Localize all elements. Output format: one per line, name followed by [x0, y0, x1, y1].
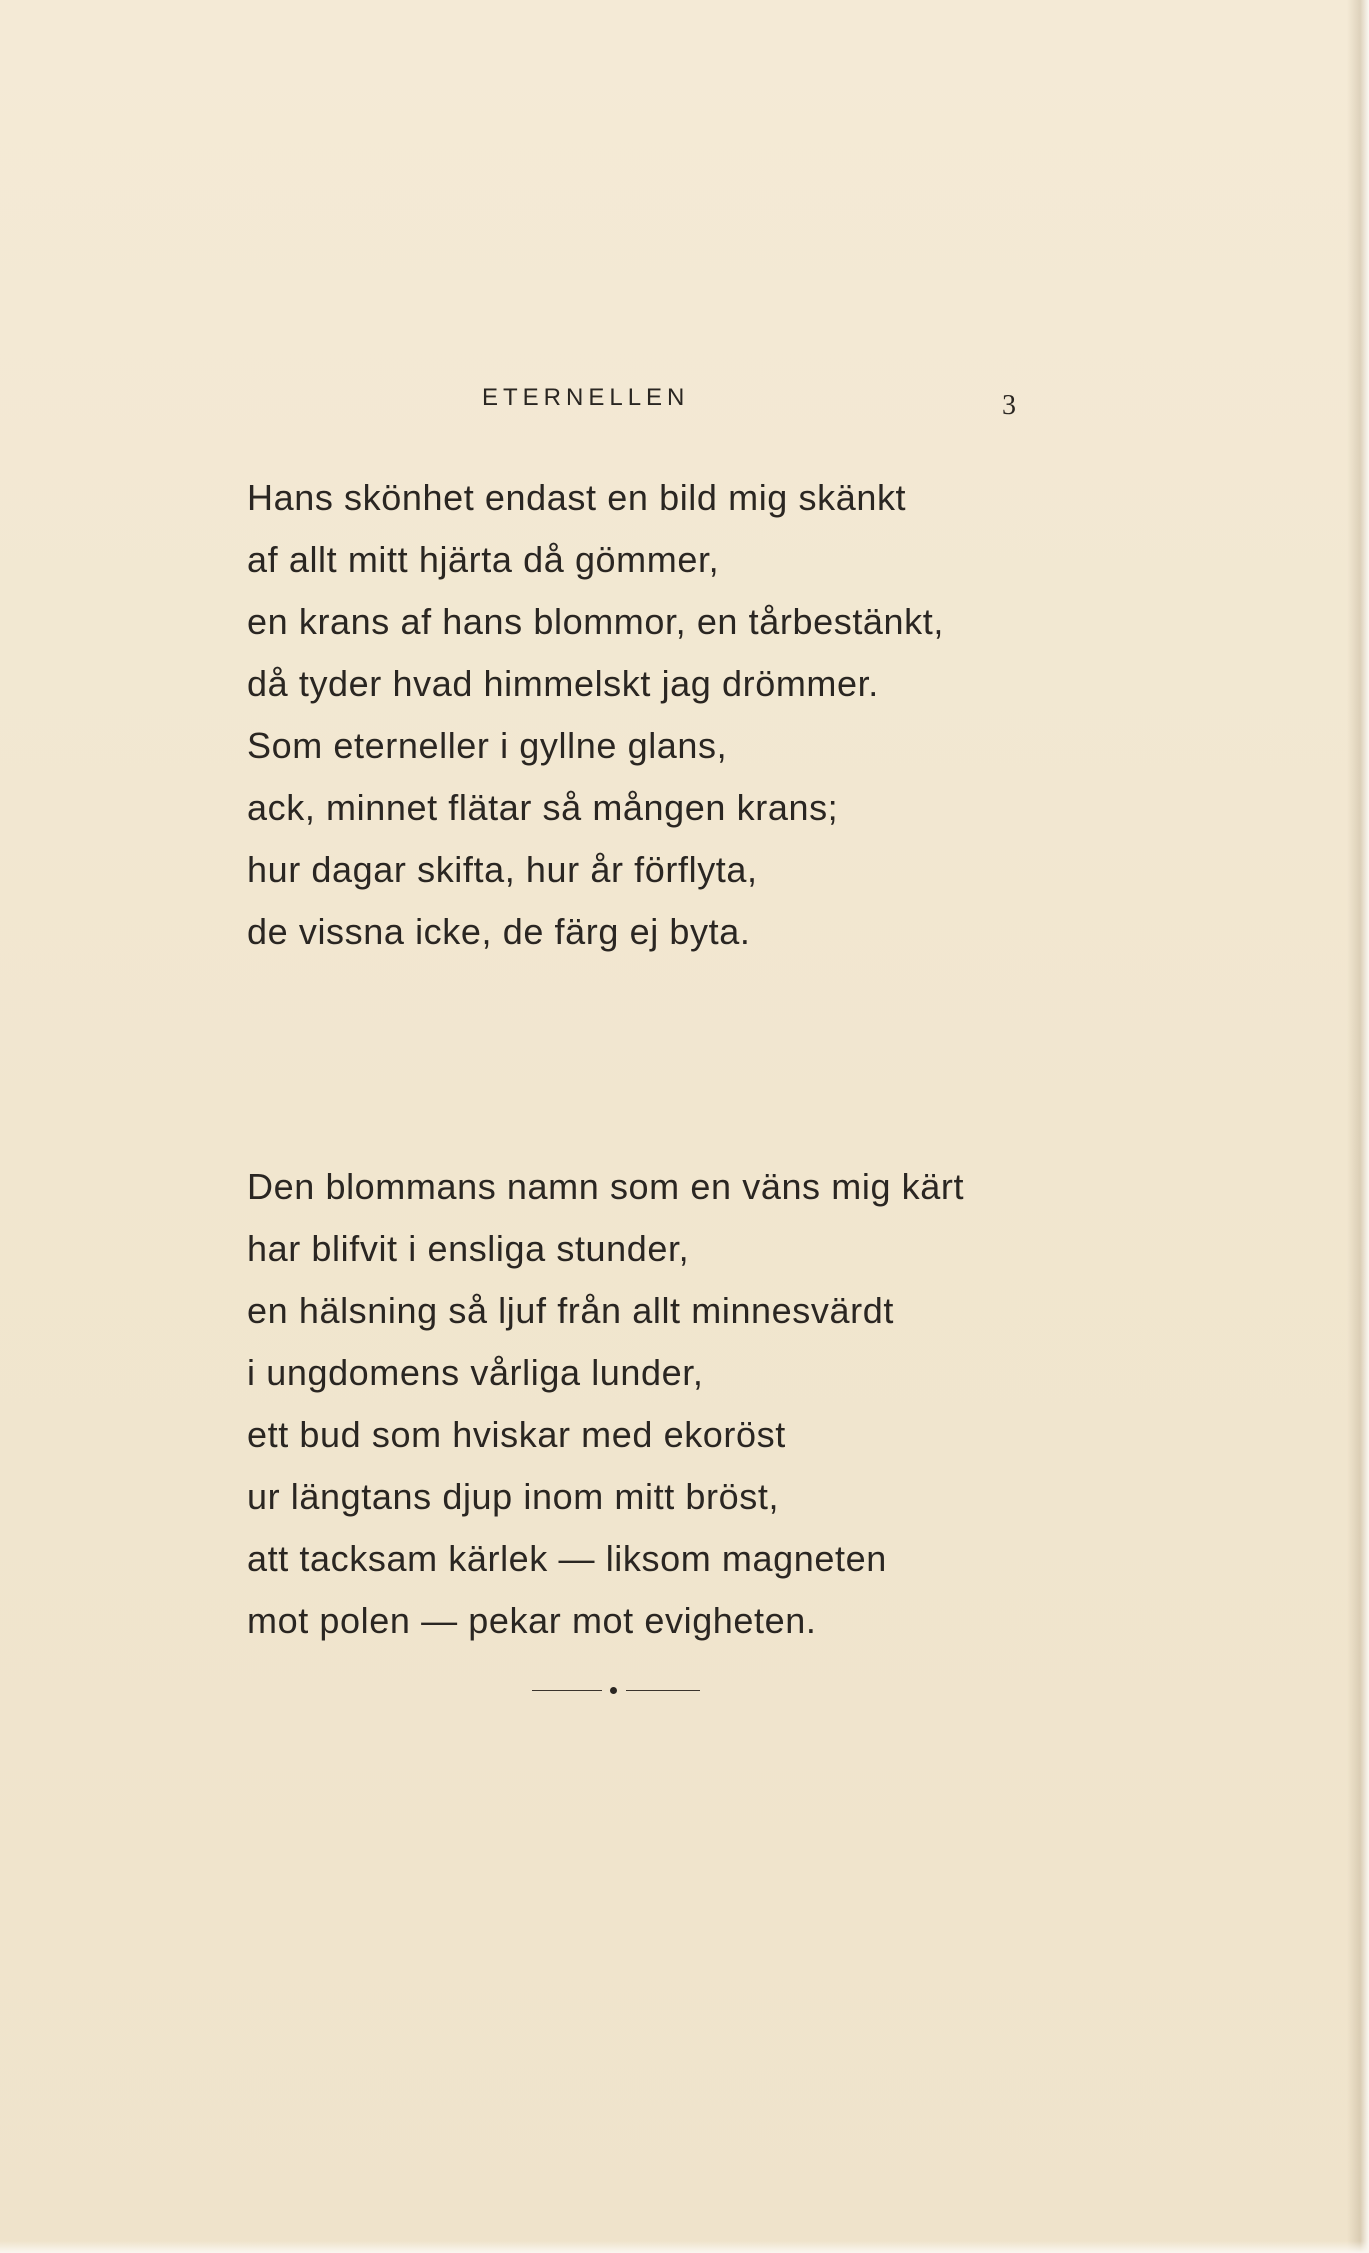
poem-line: en krans af hans blommor, en tårbestänkt,: [247, 601, 944, 642]
poem-line: af allt mitt hjärta då gömmer,: [247, 539, 720, 580]
poem-line: ett bud som hviskar med ekoröst: [247, 1414, 786, 1455]
running-title: ETERNELLEN: [482, 384, 690, 411]
page-header: [482, 384, 1016, 424]
poem-line: att tacksam kärlek — liksom magneten: [247, 1538, 887, 1579]
poem-line: har blifvit i ensliga stunder,: [247, 1228, 690, 1269]
poem-line: då tyder hvad himmelskt jag drömmer.: [247, 663, 879, 704]
page-number: 3: [1002, 390, 1016, 421]
ornament-rule-left: [532, 1690, 602, 1691]
ornament-rule-right: [626, 1690, 700, 1691]
stanza-1: [247, 467, 1247, 963]
poem-line: i ungdomens vårliga lunder,: [247, 1352, 704, 1393]
poem-line: mot polen — pekar mot evigheten.: [247, 1600, 817, 1641]
poem-line: Som eterneller i gyllne glans,: [247, 725, 728, 766]
poem-line: ack, minnet flätar så mången krans;: [247, 787, 839, 828]
poem-line: de vissna icke, de färg ej byta.: [247, 911, 751, 952]
poem-line: Hans skönhet endast en bild mig skänkt: [247, 477, 907, 518]
page-edge-right: [1347, 0, 1369, 2253]
end-ornament: [532, 1685, 700, 1697]
poem-line: Den blommans namn som en väns mig kärt: [247, 1166, 965, 1207]
poem-line: en hälsning så ljuf från allt minnesvärdt: [247, 1290, 894, 1331]
poem-line: ur längtans djup inom mitt bröst,: [247, 1476, 780, 1517]
stanza-2: [247, 1156, 1247, 1652]
ornament-dot-icon: [610, 1687, 617, 1694]
page-edge-bottom: [0, 2241, 1369, 2253]
poem-line: hur dagar skifta, hur år förflyta,: [247, 849, 758, 890]
